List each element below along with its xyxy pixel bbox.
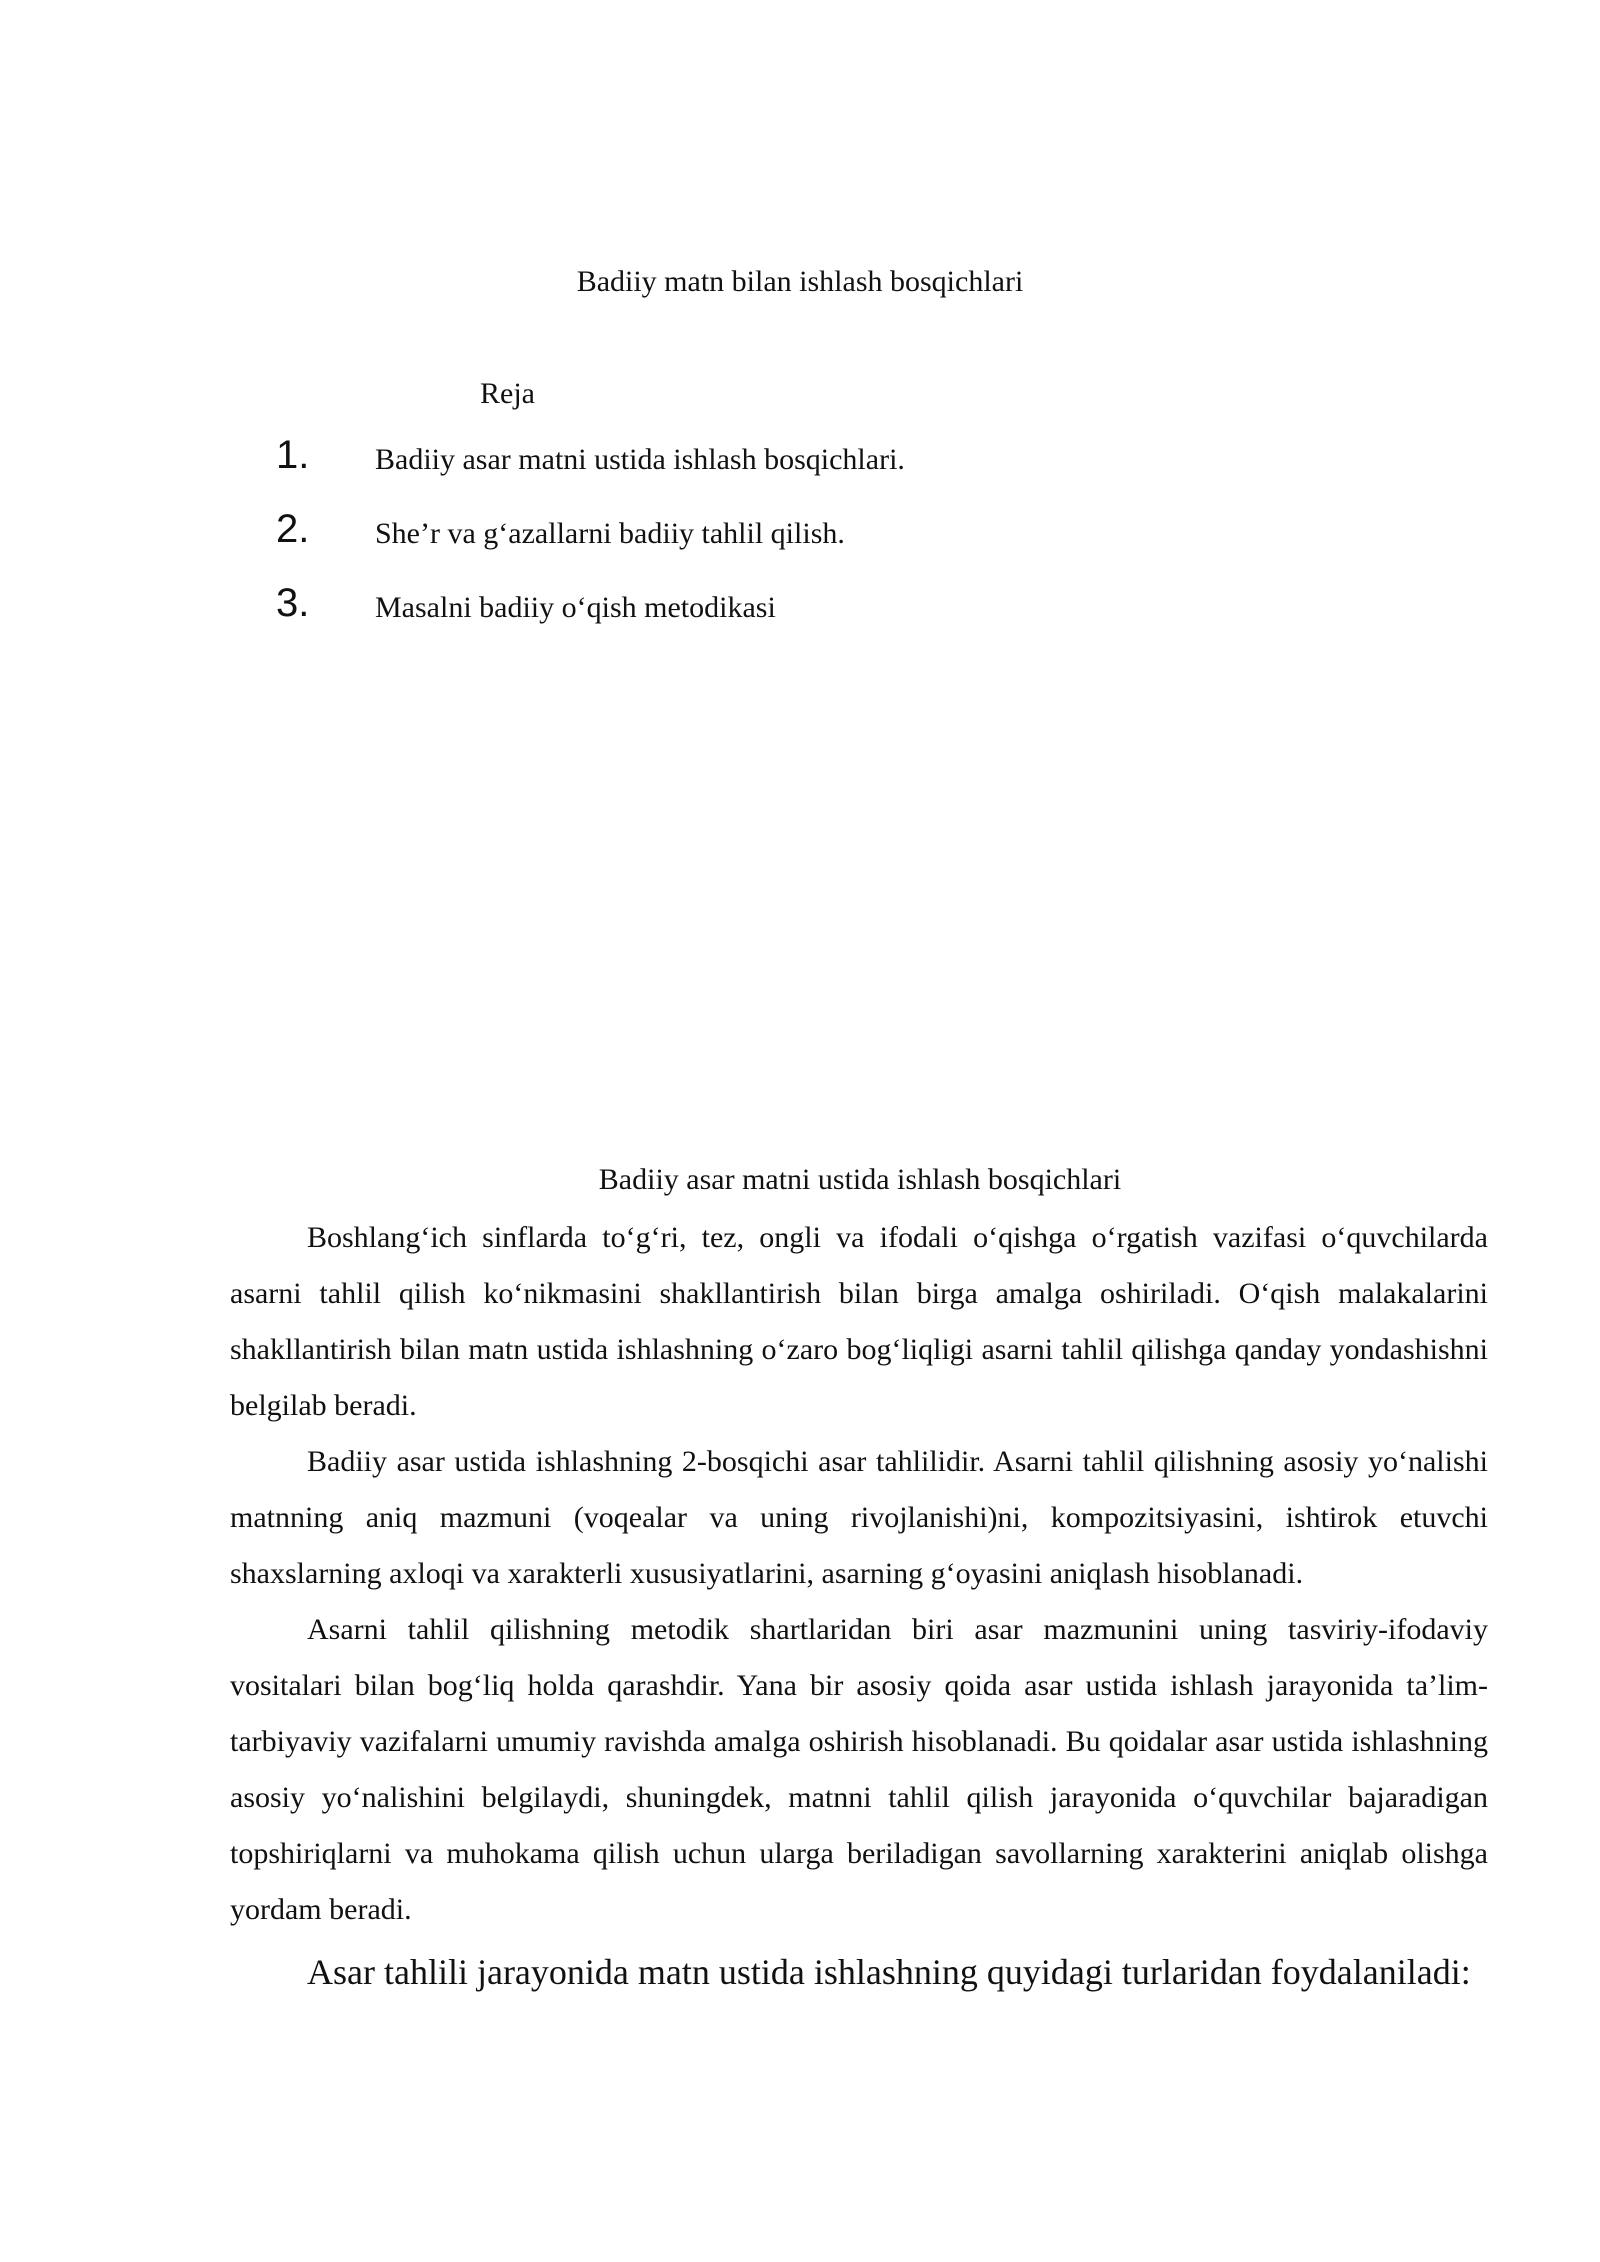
- plan-item-number: 3.: [276, 581, 310, 625]
- plan-item-text: Masalni badiiy o‘qish metodikasi: [375, 591, 776, 624]
- plan-heading: Reja: [480, 377, 535, 410]
- body-paragraph-lead: Asar tahlili jarayonida matn ustida ishlashning quyidagi turlaridan foydalaniladi:: [307, 1952, 1471, 1992]
- section-title: Badiiy asar matni ustida ishlash bosqichlari: [598, 1163, 1122, 1196]
- plan-item: [0, 504, 1600, 578]
- document-title: Badiiy matn bilan ishlash bosqichlari: [576, 265, 1024, 298]
- body-paragraph: Boshlang‘ich sinflarda to‘g‘ri, tez, ongli va ifodali o‘qishga o‘rgatish vazifasi o‘quvchilarda asarni tahlil qilish ko‘nikmasini shakllantirish bilan birga amalga oshiriladi. O‘qish malakalarini shakllantirish bilan matn ustida ishlashning o‘zaro bog‘liqligi asarni tahlil qilishga qanday yondashishni belgilab beradi.: [230, 1221, 1488, 1422]
- plan-list: [0, 430, 1600, 652]
- body-paragraph: Badiiy asar ustida ishlashning 2-bosqichi asar tahlilidir. Asarni tahlil qilishning asosiy yo‘nalishi matnning aniq mazmuni (voqealar va uning rivojlanishi)ni, kompozitsiyasini, ishtirok etuvchi shaxslarning axloqi va xarakterli xususiyatlarini, asarning g‘oyasini aniqlash hisoblanadi.: [230, 1445, 1488, 1590]
- body-paragraph: Asarni tahlil qilishning metodik shartlaridan biri asar mazmunini uning tasviriy-ifodaviy vositalari bilan bog‘liq holda qarashdir. Yana bir asosiy qoida asar ustida ishlash jarayonida ta’lim-tarbiyaviy vazifalarni umumiy ravishda amalga oshirish hisoblanadi. Bu qoidalar asar ustida ishlashning asosiy yo‘nalishini belgilaydi, shuningdek, matnni tahlil qilish jarayonida o‘quvchilar bajaradigan topshiriqlarni va muhokama qilish uchun ularga beriladigan savollarning xarakterini aniqlab olishga yordam beradi.: [230, 1613, 1488, 1926]
- plan-item-number: 2.: [276, 507, 310, 551]
- plan-item-text: Badiiy asar matni ustida ishlash bosqichlari.: [375, 443, 905, 476]
- plan-item-text: She’r va g‘azallarni badiiy tahlil qilish.: [375, 517, 845, 550]
- plan-item: [0, 578, 1600, 652]
- section-body: [230, 1210, 1488, 2004]
- plan-item-number: 1.: [276, 433, 310, 477]
- plan-item: [0, 430, 1600, 504]
